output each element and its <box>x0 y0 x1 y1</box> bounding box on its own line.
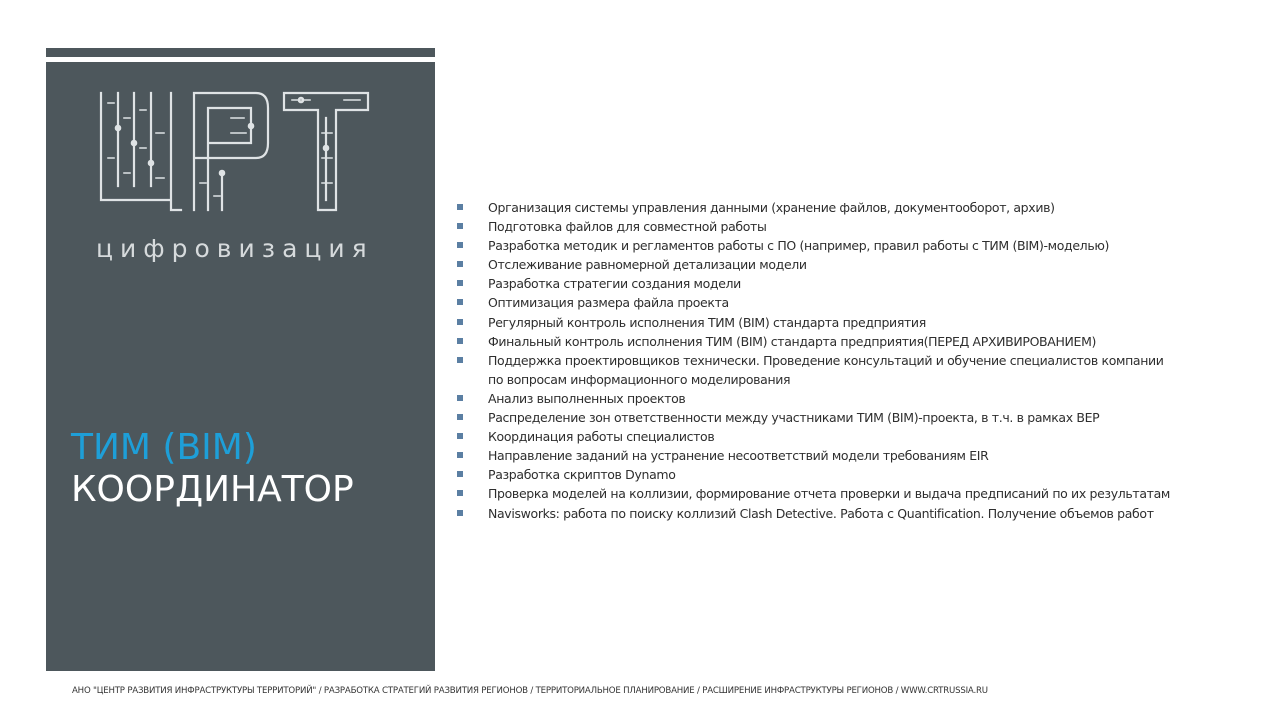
duty-text: Регулярный контроль исполнения ТИМ (BIM) стандарта предприятия <box>488 314 926 330</box>
title-line-2: КООРДИНАТОР <box>71 469 354 510</box>
duty-item <box>457 389 1177 408</box>
duty-text: Поддержка проектировщиков технически. Проведение консультаций и обучение специалистов компании по вопросам информационного моделирования <box>488 352 1164 387</box>
duty-text: Анализ выполненных проектов <box>488 390 686 406</box>
duty-item <box>457 446 1177 465</box>
square-bullet-icon <box>457 280 463 286</box>
square-bullet-icon <box>457 433 463 439</box>
square-bullet-icon <box>457 490 463 496</box>
duty-text: Отслеживание равномерной детализации модели <box>488 257 807 273</box>
duty-item <box>457 198 1177 217</box>
duty-text: Разработка скриптов Dynamo <box>488 467 676 483</box>
duty-item <box>457 313 1177 332</box>
logo <box>96 88 376 272</box>
duty-text: Подготовка файлов для совместной работы <box>488 219 767 235</box>
duty-text: Организация системы управления данными (хранение файлов, документооборот, архив) <box>488 200 1055 215</box>
square-bullet-icon <box>457 452 463 458</box>
logo-wordmark <box>96 88 376 213</box>
title-line-1: ТИМ (BIM) <box>71 427 257 468</box>
square-bullet-icon <box>457 319 463 325</box>
duty-text: Распределение зон ответственности между участниками ТИМ (BIM)-проекта, в т.ч. в рамках BEP <box>488 410 1100 426</box>
duty-item <box>457 408 1177 427</box>
duty-text: Оптимизация размера файла проекта <box>488 295 729 311</box>
top-rule <box>46 48 435 57</box>
duty-text: Разработка методик и регламентов работы с ПО (например, правил работы с ТИМ (BIM)-моделью) <box>488 238 1110 254</box>
square-bullet-icon <box>457 395 463 401</box>
duty-item <box>457 293 1177 312</box>
duty-item <box>457 236 1177 255</box>
duty-item <box>457 351 1177 389</box>
duty-text: Navisworks: работа по поиску коллизий Clash Detective. Работа с Quantification. Получение объемов работ <box>488 505 1154 521</box>
square-bullet-icon <box>457 223 463 229</box>
duty-item <box>457 255 1177 274</box>
square-bullet-icon <box>457 338 463 344</box>
duty-item <box>457 484 1177 503</box>
duty-item <box>457 332 1177 351</box>
duty-item <box>457 504 1177 523</box>
duty-text: Финальный контроль исполнения ТИМ (BIM) стандарта предприятия(ПЕРЕД АРХИВИРОВАНИЕМ) <box>488 333 1097 349</box>
duty-item <box>457 465 1177 484</box>
square-bullet-icon <box>457 204 463 210</box>
duty-item <box>457 427 1177 446</box>
square-bullet-icon <box>457 242 463 248</box>
duties-list <box>457 198 1177 523</box>
square-bullet-icon <box>457 299 463 305</box>
logo-subtitle: цифровизация <box>96 234 374 263</box>
duty-text: Разработка стратегии создания модели <box>488 276 741 292</box>
duty-item <box>457 274 1177 293</box>
duty-text: Направление заданий на устранение несоответствий модели требованиям EIR <box>488 448 989 464</box>
square-bullet-icon <box>457 414 463 420</box>
slide-title <box>71 427 421 511</box>
left-panel <box>46 62 435 671</box>
duty-item <box>457 217 1177 236</box>
square-bullet-icon <box>457 261 463 267</box>
square-bullet-icon <box>457 471 463 477</box>
duty-text: Координация работы специалистов <box>488 429 715 445</box>
square-bullet-icon <box>457 510 463 516</box>
duty-text: Проверка моделей на коллизии, формирование отчета проверки и выдача предписаний по их результатам <box>488 486 1170 502</box>
square-bullet-icon <box>457 357 463 363</box>
footer: АНО "ЦЕНТР РАЗВИТИЯ ИНФРАСТРУКТУРЫ ТЕРРИТОРИЙ" / РАЗРАБОТКА СТРАТЕГИЙ РАЗВИТИЯ РЕГИОНОВ / ТЕРРИТОРИАЛЬНОЕ ПЛАНИРОВАНИЕ / РАСШИРЕНИЕ ИНФРАСТРУКТУРЫ РЕГИОНОВ / WWW.CRTRUSSIA.RU <box>72 686 988 696</box>
